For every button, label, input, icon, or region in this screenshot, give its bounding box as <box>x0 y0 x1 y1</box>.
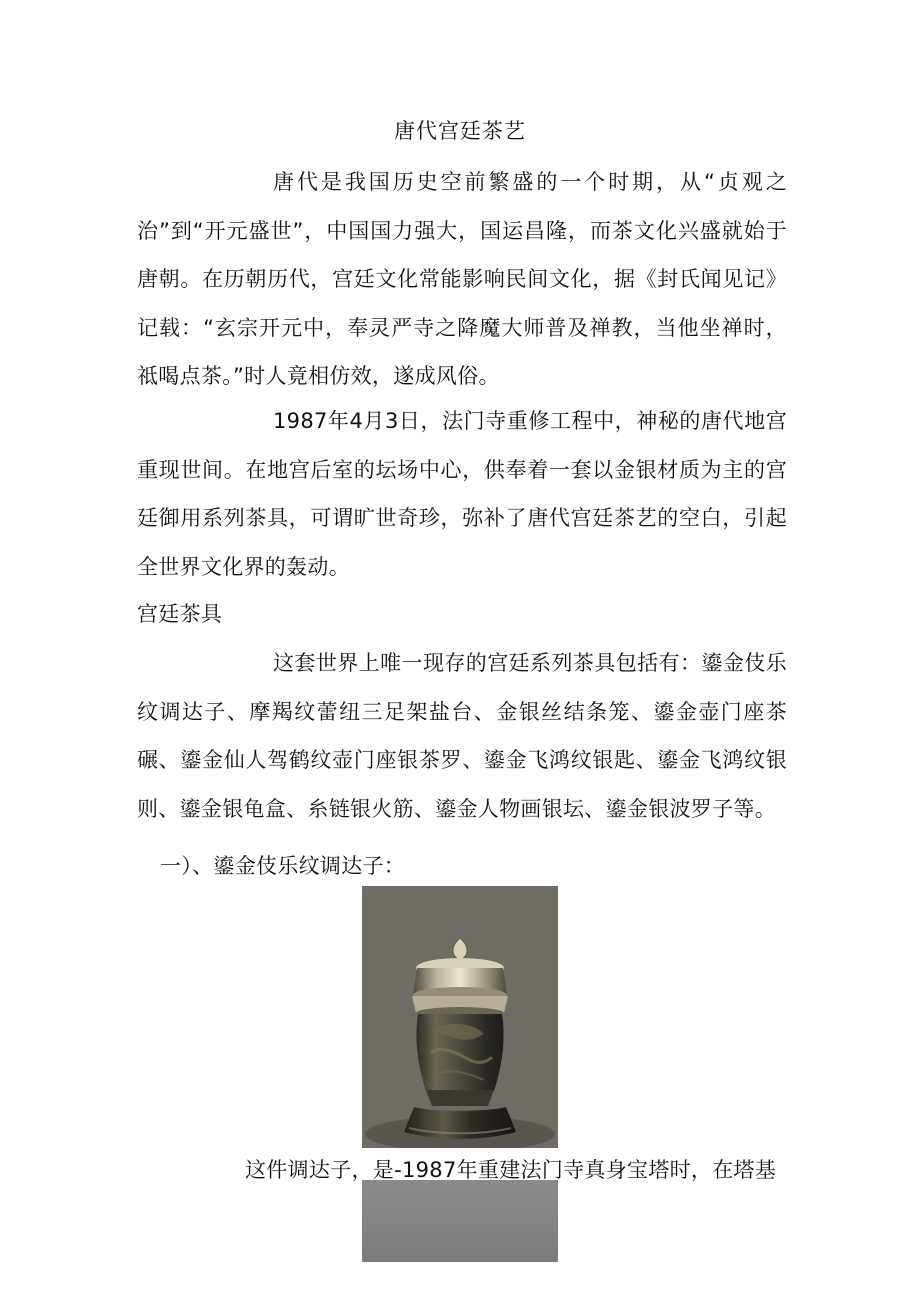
paragraph-tea-set-list: 这套世界上唯一现存的宫廷系列茶具包括有：鎏金伎乐纹调达子、摩羯纹蕾纽三足架盐台、金银丝结条笼、鎏金壶门座茶碾、鎏金仙人驾鹤纹壶门座银茶罗、鎏金飞鸿纹银匙、鎏金飞鸿纹银则、鎏金银龟盒、糸链银火筋、鎏金人物画银坛、鎏金银波罗子等。 <box>137 651 787 821</box>
paragraph-history: 唐代是我国历史空前繁盛的一个时期，从“贞观之治”到“开元盛世”，中国国力强大，国运昌隆，而茶文化兴盛就始于唐朝。在历朝历代，宫廷文化常能影响民间文化，据《封氏闻见记》记载：“玄宗开元中，奉灵严寺之降魔大师普及禅教，当他坐禅时，祗喝点茶。”时人竟相仿效，遂成风俗。 <box>137 170 787 388</box>
artifact-caption: 这件调达子，是-1987年重建法门寺真身宝塔时，在塔基 <box>245 1158 777 1182</box>
artifact-heading: 一）、鎏金伎乐纹调达子： <box>160 854 406 878</box>
paragraph-discovery: 1987年4月3日，法门寺重修工程中，神秘的唐代地宫重现世间。在地宫后室的坛场中心，供奉着一套以金银材质为主的宫廷御用系列茶具，可谓旷世奇珍，弥补了唐代宫廷茶艺的空白，引起全世界文化界的轰动。 <box>137 409 787 579</box>
section-subheading: 宫廷茶具 <box>137 602 223 626</box>
document-title: 唐代宫廷茶艺 <box>394 119 526 143</box>
artifact-photo <box>362 886 558 1148</box>
